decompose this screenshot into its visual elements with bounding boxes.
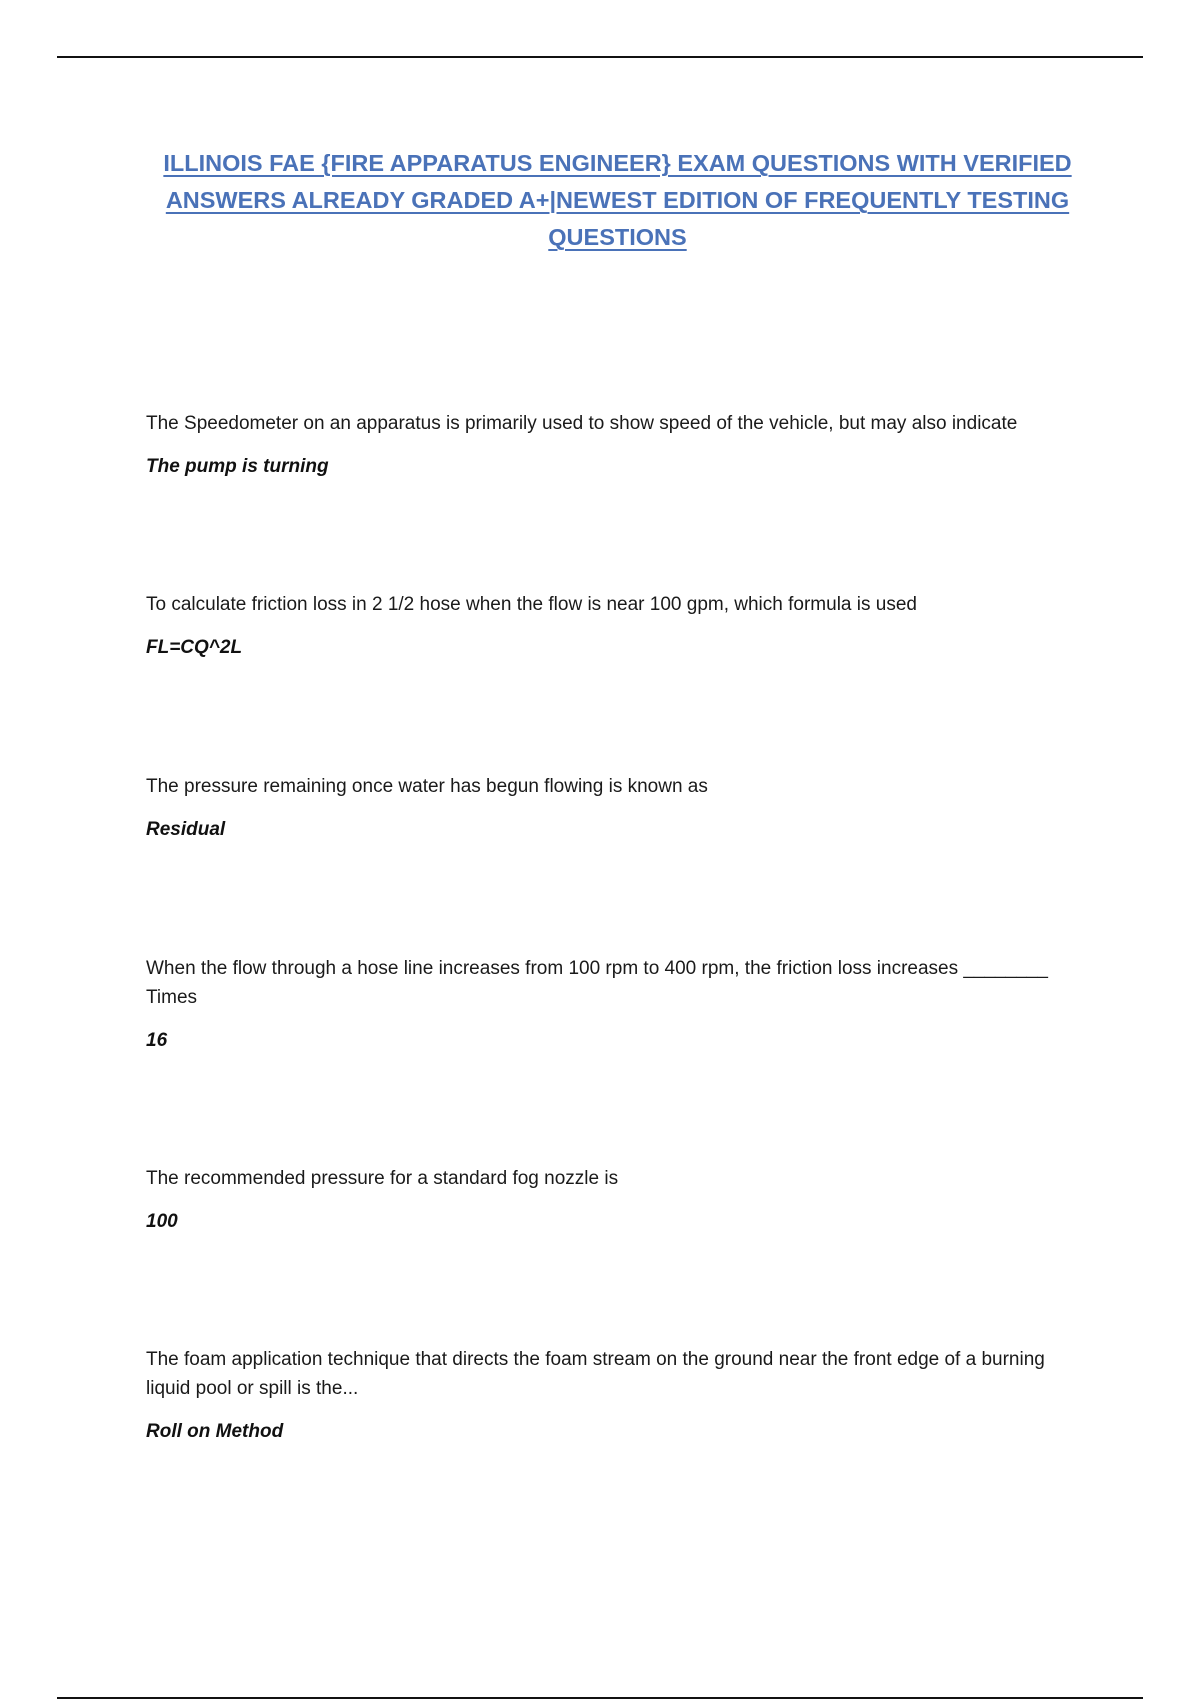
bottom-rule	[57, 1697, 1143, 1699]
question-1: The Speedometer on an apparatus is primarily used to show speed of the vehicle, but may also indicate	[146, 413, 1018, 434]
document-title: ILLINOIS FAE {FIRE APPARATUS ENGINEER} EXAM QUESTIONS WITH VERIFIED ANSWERS ALREADY GRADED A+|NEWEST EDITION OF FREQUENTLY TESTING QUESTIONS	[163, 150, 1072, 250]
answer-2: FL=CQ^2L	[146, 637, 243, 658]
answer-6: Roll on Method	[146, 1421, 284, 1442]
question-6: The foam application technique that directs the foam stream on the ground near the front edge of a burning liquid pool or spill is the...	[146, 1349, 1045, 1399]
qa-item-5	[146, 1164, 1086, 1236]
question-3: The pressure remaining once water has begun flowing is known as	[146, 776, 708, 797]
question-4: When the flow through a hose line increases from 100 rpm to 400 rpm, the friction loss increases ________ Times	[146, 958, 1048, 1008]
qa-item-1	[146, 409, 1086, 481]
answer-1: The pump is turning	[146, 456, 329, 477]
qa-item-4	[146, 954, 1086, 1055]
question-2: To calculate friction loss in 2 1/2 hose when the flow is near 100 gpm, which formula is used	[146, 594, 917, 615]
answer-4: 16	[146, 1030, 168, 1051]
answer-3: Residual	[146, 819, 226, 840]
qa-item-6	[146, 1345, 1086, 1446]
question-5: The recommended pressure for a standard fog nozzle is	[146, 1168, 619, 1189]
answer-5: 100	[146, 1211, 178, 1232]
top-rule	[57, 56, 1143, 58]
qa-item-3	[146, 772, 1086, 844]
qa-item-2	[146, 590, 1086, 662]
